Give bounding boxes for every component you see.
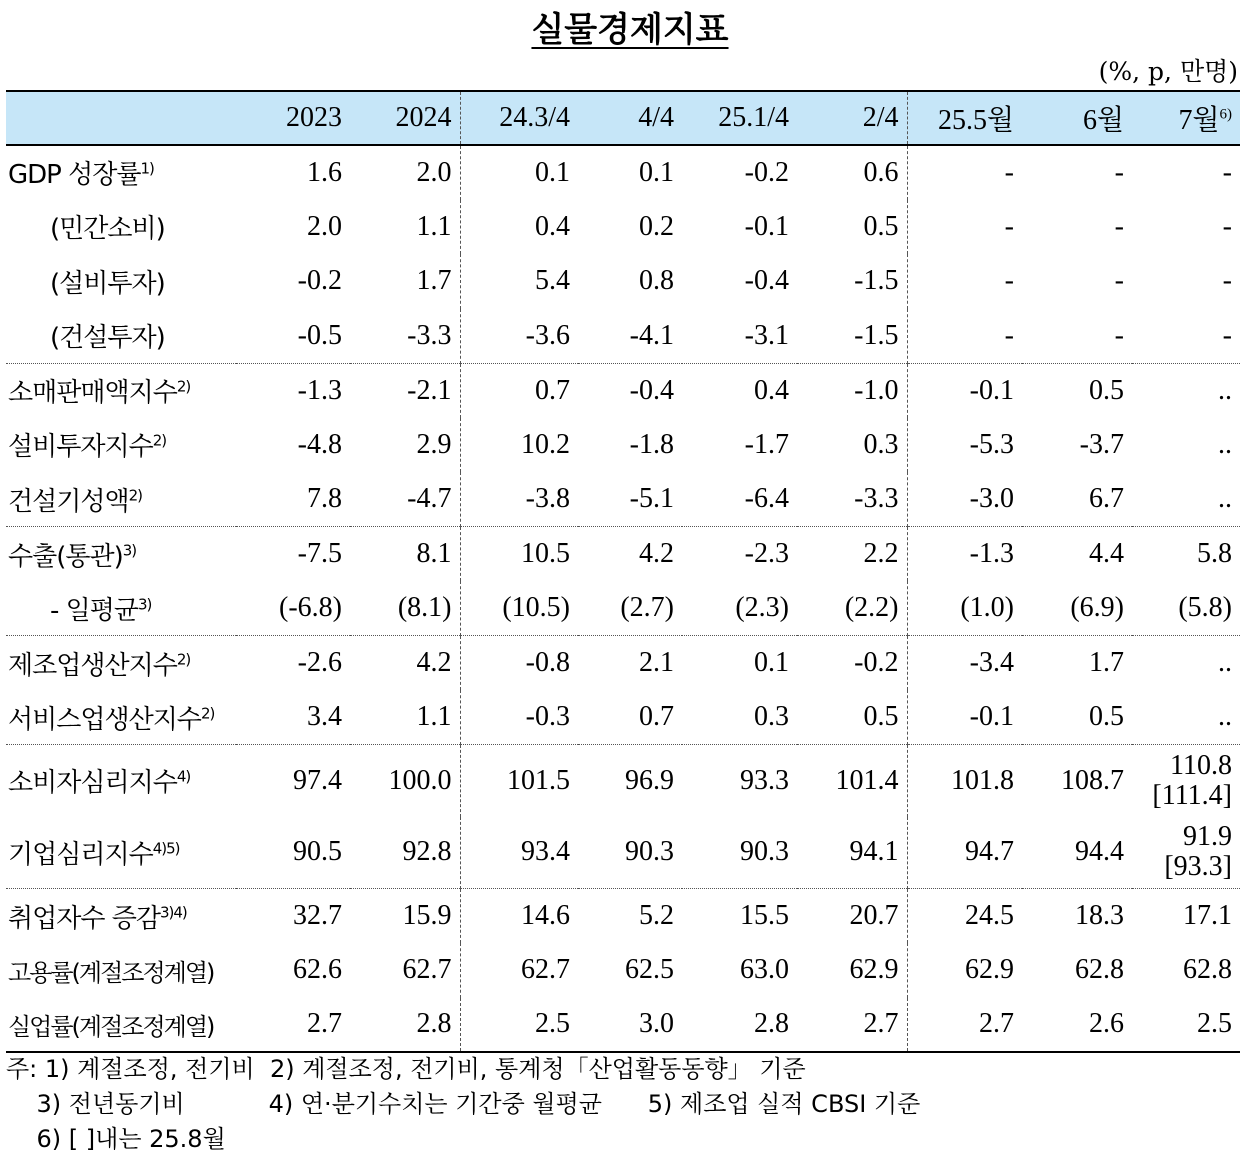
header-cell: 6월 — [1022, 91, 1132, 145]
value-cell: (6.9) — [1070, 592, 1124, 623]
value-cell: 0.1 — [639, 156, 674, 188]
value-cell: 4.2 — [578, 527, 682, 582]
value-cell: (8.1) — [397, 592, 452, 623]
value-cell: 62.9 — [849, 954, 899, 986]
value-cell: 0.1 — [460, 145, 578, 200]
indicator-table — [6, 90, 1240, 1053]
row-label: 제조업생산지수$^{2)}$ — [6, 636, 236, 691]
value-cell: 2.7 — [907, 998, 1022, 1053]
table-row — [6, 472, 1240, 527]
value-cell: .. — [1218, 428, 1232, 460]
value-cell: -4.7 — [407, 483, 452, 514]
value-cell: 6.7 — [1089, 483, 1124, 514]
value-cell: 1.1 — [416, 210, 452, 242]
value-cell: 62.9 — [907, 943, 1022, 998]
row-label: (건설투자) — [50, 323, 165, 353]
value-cell: -1.0 — [797, 363, 907, 418]
row-label: 취업자수 증감$^{3)4)}$ — [6, 889, 236, 944]
table-row — [6, 636, 1240, 691]
value-cell: 0.5 — [863, 701, 899, 732]
value-cell: -6.4 — [744, 483, 789, 514]
value-cell: 101.4 — [797, 745, 907, 817]
header-cell: 7월$^{6)}$ — [1132, 91, 1240, 145]
value-cell: - — [907, 254, 1022, 309]
value-cell: 24.5 — [907, 889, 1022, 944]
footnote-line: 3) 전년동기비 4) 연·분기수치는 기간중 월평균 5) 제조업 실적 CBSI 기준 — [6, 1090, 921, 1118]
value-cell: - — [1114, 265, 1124, 297]
value-cell: .. — [1132, 636, 1240, 691]
value-cell: 7.8 — [307, 483, 342, 514]
value-cell: -5.1 — [629, 483, 674, 514]
row-label: 실업률(계절조정계열) — [6, 998, 236, 1053]
value-cell: - — [1222, 319, 1232, 351]
value-cell: 2.5 — [460, 998, 578, 1053]
row-label: 수출(통관)$^{3)}$ — [6, 527, 236, 582]
value-cell: - — [1222, 210, 1232, 242]
table-row — [6, 745, 1240, 817]
value-cell: 2.7 — [797, 998, 907, 1053]
value-cell: 18.3 — [1022, 889, 1132, 944]
value-cell: 100.0 — [350, 745, 460, 817]
value-cell: .. — [1132, 363, 1240, 418]
value-cell: -2.6 — [236, 636, 350, 691]
value-cell: -3.7 — [1079, 428, 1124, 460]
row-label: - 일평균$^{3)}$ — [50, 594, 152, 626]
value-cell: -0.2 — [797, 636, 907, 691]
value-cell: 93.4 — [460, 817, 578, 889]
value-cell: 62.7 — [460, 943, 578, 998]
value-cell: 15.9 — [350, 889, 460, 944]
value-cell: 4.4 — [1022, 527, 1132, 582]
value-cell: - — [1114, 210, 1124, 242]
value-cell: - — [907, 309, 1022, 364]
table-row — [6, 309, 1240, 364]
value-cell: 1.7 — [1022, 636, 1132, 691]
header-cell: 25.5월 — [907, 91, 1022, 145]
value-cell: 2.8 — [350, 998, 460, 1053]
value-cell: 2.1 — [578, 636, 682, 691]
value-cell: 0.7 — [639, 701, 674, 732]
value-cell: 5.2 — [578, 889, 682, 944]
value-cell: -0.5 — [297, 319, 342, 351]
value-cell: - — [1222, 265, 1232, 297]
value-cell: -3.4 — [907, 636, 1022, 691]
value-cell: 10.5 — [460, 527, 578, 582]
value-cell: .. — [1218, 701, 1232, 732]
value-cell: -0.1 — [744, 210, 789, 242]
header-row — [6, 91, 1240, 145]
value-cell: 2.0 — [416, 156, 452, 188]
value-cell: 62.7 — [402, 954, 452, 986]
value-cell: 94.7 — [907, 817, 1022, 889]
value-cell: 0.4 — [460, 200, 578, 255]
value-cell: 96.9 — [578, 745, 682, 817]
value-cell: 110.8 [111.4] — [1132, 745, 1240, 817]
value-cell: -1.3 — [236, 363, 350, 418]
value-cell: 101.8 — [907, 745, 1022, 817]
table-row — [6, 943, 1240, 998]
value-cell: 62.6 — [293, 954, 342, 986]
value-cell: -0.1 — [907, 690, 1022, 745]
value-cell: - — [907, 200, 1022, 255]
value-cell: 62.8 — [1183, 954, 1232, 986]
value-cell: -4.8 — [297, 428, 342, 460]
value-cell: 0.1 — [682, 636, 797, 691]
value-cell: -1.7 — [744, 428, 789, 460]
value-cell: 108.7 — [1022, 745, 1132, 817]
value-cell: -3.1 — [744, 319, 789, 351]
value-cell: 0.5 — [1022, 363, 1132, 418]
value-cell: 2.0 — [307, 210, 342, 242]
value-cell: 17.1 — [1132, 889, 1240, 944]
value-cell: 93.3 — [682, 745, 797, 817]
value-cell: 14.6 — [460, 889, 578, 944]
row-label: 소비자심리지수$^{4)}$ — [6, 745, 236, 817]
row-label: 고용률(계절조정계열) — [8, 958, 214, 987]
value-cell: 101.5 — [460, 745, 578, 817]
header-cell: 24.3/4 — [460, 91, 578, 145]
value-cell: -0.3 — [460, 690, 578, 745]
value-cell: 10.2 — [460, 418, 578, 473]
value-cell: -7.5 — [236, 527, 350, 582]
value-cell: 1.1 — [416, 701, 452, 732]
value-cell: (2.2) — [844, 592, 899, 623]
value-cell: 3.0 — [578, 998, 682, 1053]
value-cell: (-6.8) — [279, 592, 342, 623]
value-cell: 94.4 — [1075, 836, 1124, 868]
value-cell: - — [907, 145, 1022, 200]
value-cell: 2.6 — [1022, 998, 1132, 1053]
value-cell: -4.1 — [629, 319, 674, 351]
table-row — [6, 998, 1240, 1053]
value-cell: 90.3 — [740, 836, 789, 868]
value-cell: -3.3 — [854, 483, 899, 514]
value-cell: .. — [1218, 483, 1232, 514]
table-row — [6, 581, 1240, 636]
row-label: GDP 성장률$^{1)}$ — [8, 159, 154, 191]
table-row — [6, 145, 1240, 200]
value-cell: (2.7) — [620, 592, 674, 623]
value-cell: 0.7 — [460, 363, 578, 418]
header-cell: 25.1/4 — [682, 91, 797, 145]
header-cell: 2024 — [350, 91, 460, 145]
value-cell: -0.2 — [297, 265, 342, 297]
value-cell: (5.8) — [1178, 592, 1232, 623]
table-row — [6, 690, 1240, 745]
value-cell: 0.4 — [682, 363, 797, 418]
row-label: 서비스업생산지수$^{2)}$ — [8, 703, 215, 735]
value-cell: -1.8 — [629, 428, 674, 460]
value-cell: 20.7 — [797, 889, 907, 944]
value-cell: -3.6 — [460, 309, 578, 364]
value-cell: (10.5) — [460, 581, 578, 636]
value-cell: 91.9 [93.3] — [1164, 821, 1232, 883]
value-cell: -0.2 — [744, 156, 789, 188]
table-row — [6, 418, 1240, 473]
value-cell: 97.4 — [236, 745, 350, 817]
header-cell: 2/4 — [797, 91, 907, 145]
row-label: (민간소비) — [50, 214, 165, 245]
value-cell: 5.8 — [1132, 527, 1240, 582]
value-cell: -0.1 — [907, 363, 1022, 418]
value-cell: (1.0) — [907, 581, 1022, 636]
unit-label: (%, p, 만명) — [1098, 57, 1238, 86]
row-label: 기업심리지수$^{4)5)}$ — [8, 839, 180, 870]
value-cell: 32.7 — [236, 889, 350, 944]
header-blank — [6, 91, 236, 145]
footnotes — [6, 1052, 920, 1157]
value-cell: 3.4 — [307, 701, 342, 732]
value-cell: 4.2 — [350, 636, 460, 691]
value-cell: -0.4 — [744, 265, 789, 297]
value-cell: 90.5 — [293, 836, 342, 868]
value-cell: 2.8 — [682, 998, 797, 1053]
value-cell: -3.8 — [460, 472, 578, 527]
value-cell: 0.2 — [639, 210, 674, 242]
value-cell: 15.5 — [682, 889, 797, 944]
value-cell: 2.5 — [1132, 998, 1240, 1053]
value-cell: - — [1114, 156, 1124, 188]
table-row — [6, 254, 1240, 309]
value-cell: 90.3 — [625, 836, 674, 868]
value-cell: -2.3 — [682, 527, 797, 582]
value-cell: 2.9 — [416, 428, 452, 460]
value-cell: -5.3 — [907, 418, 1022, 473]
value-cell: -1.3 — [907, 527, 1022, 582]
value-cell: -1.5 — [854, 319, 899, 351]
value-cell: 0.5 — [863, 210, 899, 242]
page-title: 실물경제지표 — [531, 10, 729, 50]
row-label: (설비투자) — [50, 268, 165, 299]
value-cell: 1.6 — [307, 156, 342, 188]
value-cell: -0.8 — [460, 636, 578, 691]
value-cell: 0.8 — [639, 265, 674, 297]
row-label: 소매판매액지수$^{2)}$ — [6, 363, 236, 418]
table-row — [6, 889, 1240, 944]
value-cell: 92.8 — [402, 836, 452, 868]
value-cell: 1.7 — [416, 265, 452, 297]
value-cell: 2.7 — [236, 998, 350, 1053]
value-cell: 63.0 — [740, 954, 789, 986]
value-cell: -0.4 — [578, 363, 682, 418]
value-cell: (2.3) — [735, 592, 789, 623]
row-label: 설비투자지수$^{2)}$ — [8, 431, 167, 463]
value-cell: 2.2 — [797, 527, 907, 582]
value-cell: 0.3 — [754, 701, 789, 732]
table-row — [6, 817, 1240, 889]
value-cell: 94.1 — [849, 836, 899, 868]
value-cell: - — [1222, 156, 1232, 188]
header-cell: 2023 — [236, 91, 350, 145]
value-cell: 8.1 — [350, 527, 460, 582]
footnote-line: 6) [ ]내는 25.8월 — [6, 1125, 226, 1153]
value-cell: -1.5 — [854, 265, 899, 297]
footnote-line: 주: 1) 계절조정, 전기비 2) 계절조정, 전기비, 통계청「산업활동동향」 기준 — [6, 1055, 806, 1083]
table-row — [6, 200, 1240, 255]
value-cell: - — [1114, 319, 1124, 351]
value-cell: 5.4 — [460, 254, 578, 309]
value-cell: 0.6 — [863, 156, 899, 188]
row-label: 건설기성액$^{2)}$ — [8, 485, 142, 517]
header-cell: 4/4 — [578, 91, 682, 145]
value-cell: -3.3 — [407, 319, 452, 351]
value-cell: 0.5 — [1089, 701, 1124, 732]
value-cell: 0.3 — [863, 428, 899, 460]
table-row — [6, 527, 1240, 582]
value-cell: 62.5 — [625, 954, 674, 986]
value-cell: -3.0 — [907, 472, 1022, 527]
table-row — [6, 363, 1240, 418]
value-cell: 62.8 — [1075, 954, 1124, 986]
value-cell: -2.1 — [350, 363, 460, 418]
